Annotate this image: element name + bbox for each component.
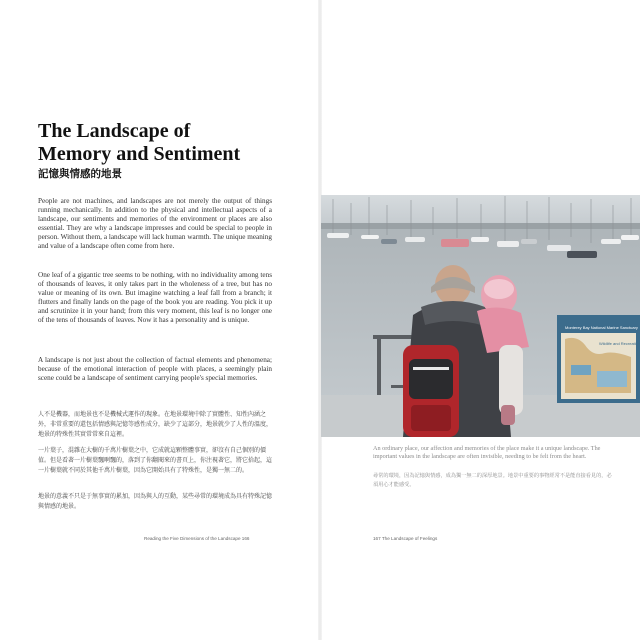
chapter-title	[38, 120, 298, 166]
red-backpack	[403, 345, 459, 437]
harbor-photo-illustration	[321, 195, 640, 437]
body-paragraph-zh-2: 一片葉子，混雜在大樹的千萬片樹葉之中，它成就這顆整體事實，卻沒有自己個別的價值。但是看著一片樹葉飄啊飄的，落到了你翻閱來的書頁上，你注視著它，將它拾起，這一片樹葉就不同於其他千萬片樹葉，因為它開始具有了特殊性，是獨一無二的。	[38, 447, 273, 475]
sign-title: Monterey Bay National Marine Sanctuary	[565, 325, 638, 330]
chapter-title-line-1: The Landscape of	[38, 120, 191, 142]
chapter-subtitle-chinese: 記憶與情感的地景	[38, 168, 122, 180]
body-paragraph-zh-3: 地景的意義不只是于無事實的累加，因為與人的互動，某些尋常的環境成為具有特殊記憶與情感的地景。	[38, 493, 273, 511]
photo-caption-en: An ordinary place, our affection and memories of the place make it a unique landscape. The important values in the landscape are often invisible, needing to be felt from the heart.	[373, 445, 601, 460]
right-page-footer: 167 The Landscape of Feelings	[373, 536, 438, 541]
body-paragraph-en-1: People are not machines, and landscapes are not merely the output of things running mechanically. In addition to the physical and intellectual aspects of a landscape, our sentiments and memories of the environment or places are also essential. They are why a landscape impresses and could be special to people in person. Without them, a landscape will lack human warmth. The unique meaning and value of a landscape often come from here.	[38, 197, 272, 251]
body-paragraph-zh-1: 人不是機器，而地景也不是機械式運作的現象。在地景環境中除了實體性、知性內涵之外，非常重要的還包括情感與記憶等感性成分，缺少了這部分，地景就少了人性的溫度，地景的特殊性其實常常來自這裡。	[38, 411, 273, 439]
photo-caption-zh: 尋常的環境，因為記憶與情感，成為獨一無二的深厚地景。地景中重要的事物經常不是能直接看見的，必須用心才能感受。	[373, 473, 612, 488]
chapter-title-line-2: Memory and Sentiment	[38, 143, 241, 165]
left-page-footer: Reading the Five Dimensions of the Landscape 166	[144, 536, 250, 541]
body-paragraph-en-3: A landscape is not just about the collection of factual elements and phenomena; because of the emotional interaction of people with places, a seemingly plain scene could be a landscape of sentiment carrying people's special memories.	[38, 356, 272, 383]
body-paragraph-en-2: One leaf of a gigantic tree seems to be nothing, with no individuality among tens of thousands of leaves, it only takes part in the wholeness of a tree, but has no value or meaning of its own. But imagine watching a leaf fall from a branch; it flutters and finally lands on the page of the book you are reading. You pick it up and scrutinize it in your hand; from this very moment, this leaf is no longer one of the tens of thousands of leaves. Now it has a personality and is unique.	[38, 271, 272, 325]
sign-subtitle: Wildlife and Recreation	[599, 341, 640, 346]
harbor-photo	[321, 195, 640, 437]
